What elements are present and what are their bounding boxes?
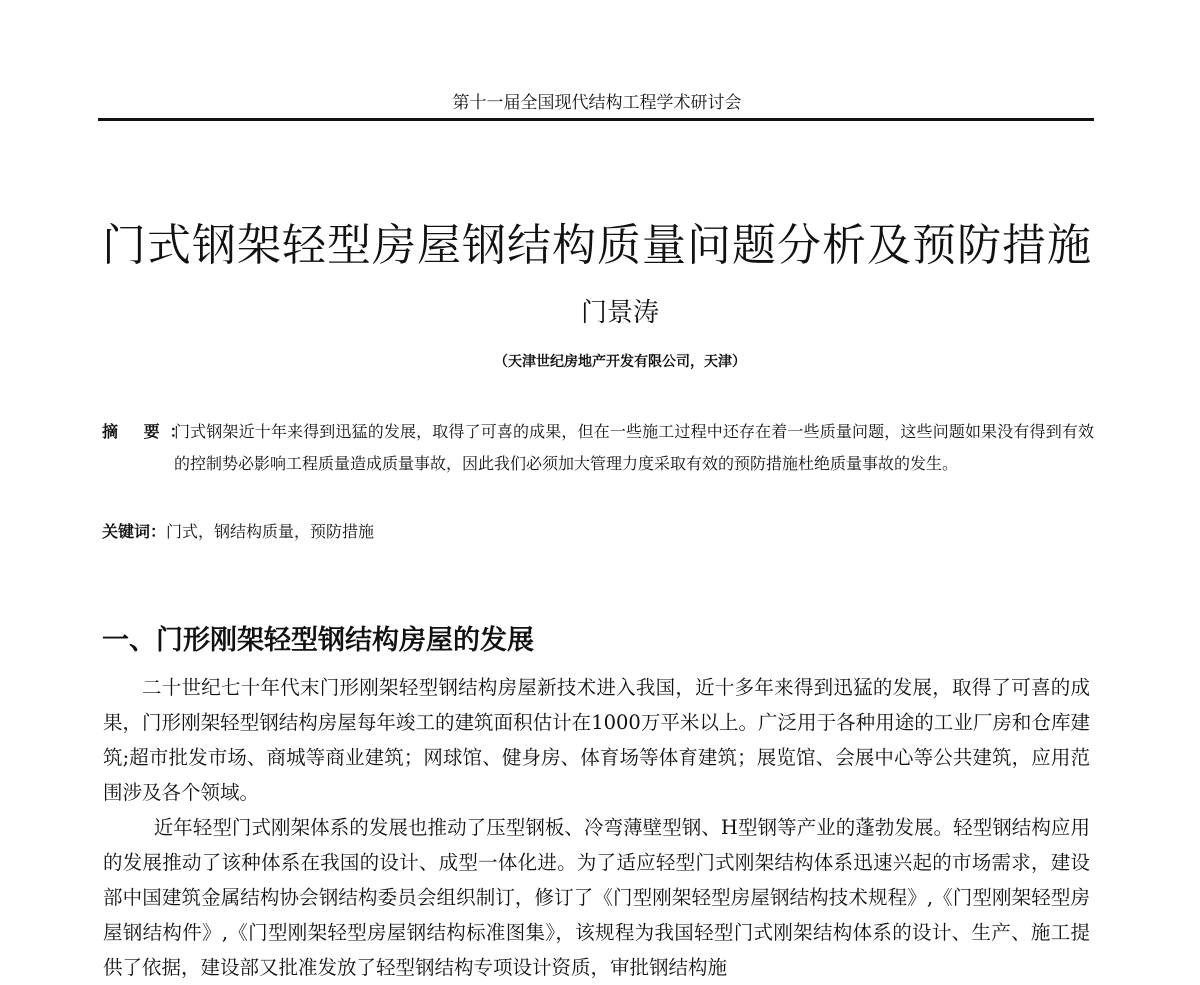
section-heading: 一、门形刚架轻型钢结构房屋的发展 [102,625,534,657]
abstract-text: 门式钢架近十年来得到迅猛的发展，取得了可喜的成果，但在一些施工过程中还存在着一些质量问题，这些问题如果没有得到有效的控制势必影响工程质量造成质量事故，因此我们必须加大管理力度采取有效的预防措施杜绝质量事故的发生。 [174,422,1094,473]
keywords [102,516,1094,548]
running-header: 第十一届全国现代结构工程学术研讨会 [452,93,742,113]
author-affiliation: （天津世纪房地产开发有限公司，天津） [494,354,746,370]
author-name: 门景涛 [580,298,659,328]
body-paragraph: 二十世纪七十年代末门形刚架轻型钢结构房屋新技术进入我国，近十多年来得到迅猛的发展，取得了可喜的成果，门形刚架轻型钢结构房屋每年竣工的建筑面积估计在1000万平米以上。广泛用于各种用途的工业厂房和仓库建筑;超市批发市场、商城等商业建筑；网球馆、健身房、体育场等体育建筑；展览馆、会展中心等公共建筑，应用范围涉及各个领域。 [103,676,1090,804]
header-rule [98,118,1094,121]
abstract [102,416,1094,480]
keywords-text: 门式，钢结构质量，预防措施 [166,522,375,541]
abstract-label: 摘 要： [102,422,196,441]
keywords-label: 关键词： [102,522,167,541]
section-body [103,670,1090,985]
body-paragraph: 近年轻型门式刚架体系的发展也推动了压型钢板、冷弯薄壁型钢、H型钢等产业的蓬勃发展。轻型钢结构应用的发展推动了该种体系在我国的设计、成型一体化进。为了适应轻型门式刚架结构体系迅速兴起的市场需求，建设部中国建筑金属结构协会钢结构委员会组织制订，修订了《门型刚架轻型房屋钢结构技术规程》,《门型刚架轻型房屋钢结构件》,《门型刚架轻型房屋钢结构标准图集》，该规程为我国轻型门式刚架结构体系的设计、生产、施工提供了依据，建设部又批准发放了轻型钢结构专项设计资质，审批钢结构施 [103,816,1090,979]
paper-title: 门式钢架轻型房屋钢结构质量问题分析及预防措施 [102,220,1092,272]
